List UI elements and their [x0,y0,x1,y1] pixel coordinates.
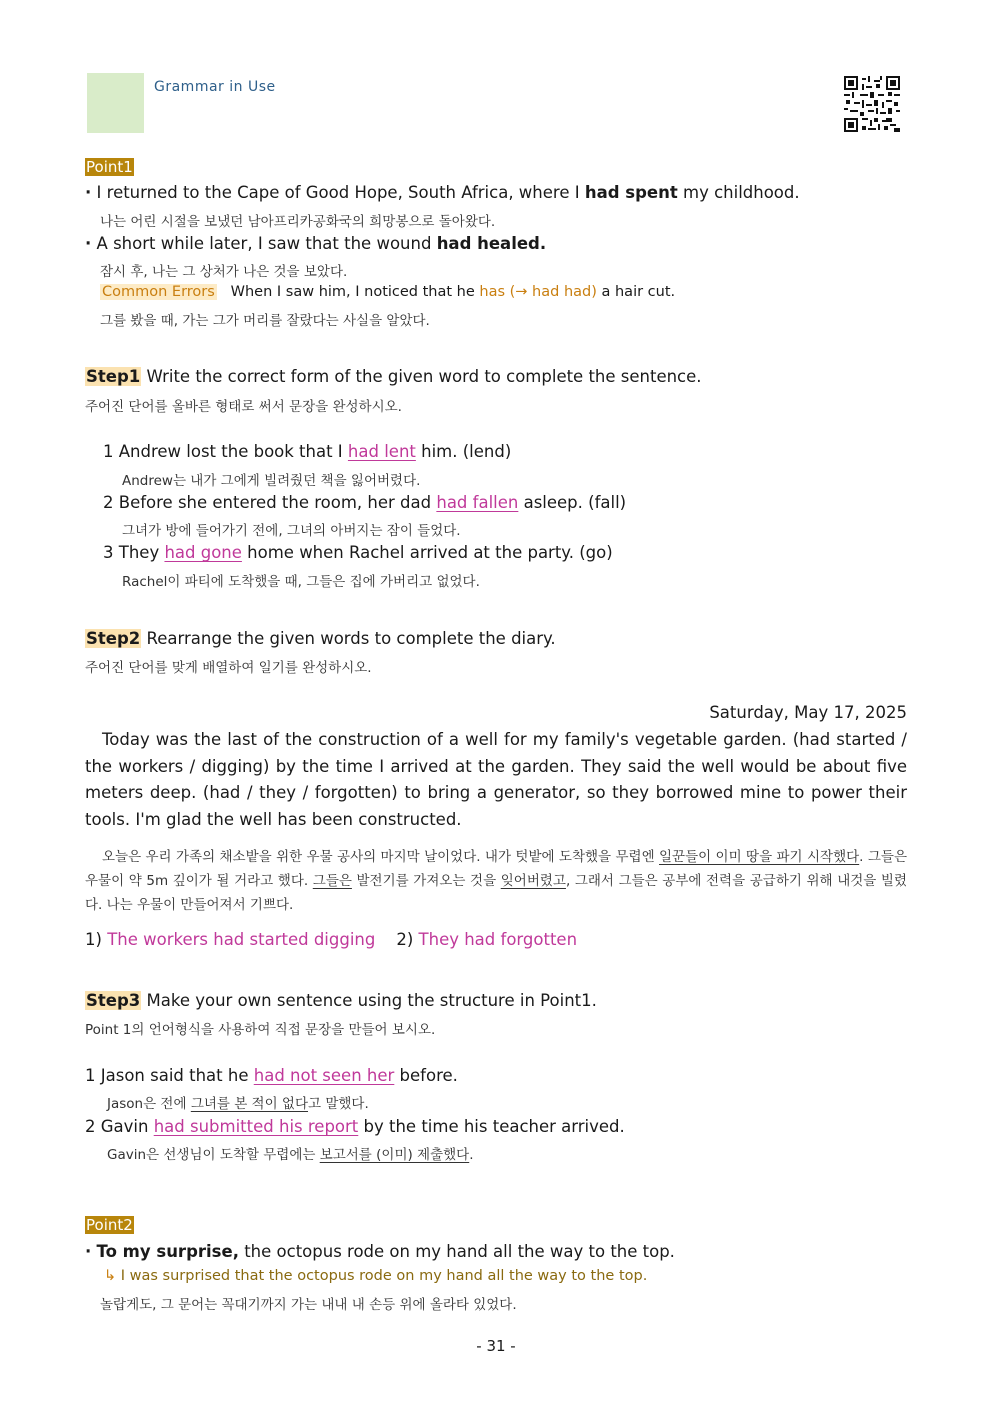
example-text: my childhood. [677,183,800,202]
example-bold: had spent [584,183,678,202]
step1-item-2-ko: 그녀가 방에 들어가기 전에, 그녀의 아버지는 잠이 들었다. [122,523,461,539]
point2-tag [85,1215,134,1234]
step3-item-1-ko [107,1092,369,1112]
ko-text: . 그들은 우물이 약 5m 깊이가 될 거라고 했다. [85,849,907,889]
step3-instruction: Make your own sentence using the structure in Point1. [146,991,597,1010]
example-text: A short while later, I saw that the wound [96,234,437,253]
ko-underlined: 그녀를 본 적이 없다 [190,1096,309,1112]
common-errors-text: When I saw him, I noticed that he [230,284,480,300]
item-text: before. [394,1066,458,1085]
answer-text: The workers had started digging [107,930,376,949]
ko-text: Gavin은 선생님이 도착할 무렵에는 [107,1147,320,1163]
step1-instruction-ko: 주어진 단어를 올바른 형태로 써서 문장을 완성하시오. [85,399,402,415]
common-errors-fix: has (→ had had) [479,284,597,300]
ko-text: . [469,1147,474,1163]
item-answer: had not seen her [253,1066,395,1085]
ko-underlined: 잊어버렸고 [500,873,566,889]
diary-date: Saturday, May 17, 2025 [709,703,907,722]
point1-tag [85,157,134,176]
example-bold: To my surprise, [96,1242,239,1261]
point2-tag-label: Point2 [86,1216,133,1234]
item-text: home when Rachel arrived at the party. (go) [241,543,613,562]
common-errors [100,284,675,300]
point2-example [85,1242,675,1261]
step3-heading [85,991,597,1010]
arrow-return-icon: ↳ [104,1268,117,1284]
step2-heading [85,629,556,648]
item-text: Jason said that he [100,1066,254,1085]
item-text: Andrew lost the book that I [118,442,348,461]
step3-item-2-ko [107,1143,474,1163]
step3-tag: Step3 [86,991,141,1010]
item-answer: had fallen [436,493,519,512]
item-text: asleep. (fall) [518,493,627,512]
step2-answers [85,930,577,949]
step3-item-1 [85,1066,458,1085]
answer-number: 2) [396,930,414,949]
step2-instruction-ko: 주어진 단어를 맞게 배열하여 일기를 완성하시오. [85,660,372,676]
step3-instruction-ko: Point 1의 언어형식을 사용하여 직접 문장을 만들어 보시오. [85,1022,436,1038]
point2-paraphrase [104,1268,647,1284]
ko-text: 고 말했다. [308,1096,369,1112]
step1-instruction: Write the correct form of the given word to complete the sentence. [146,367,702,386]
step2-instruction: Rearrange the given words to complete the diary. [146,629,556,648]
common-errors-ko: 그를 봤을 때, 가는 그가 머리를 잘랐다는 사실을 알았다. [100,313,430,329]
example-text: I returned to the Cape of Good Hope, South Africa, where I [96,183,585,202]
example-text: the octopus rode on my hand all the way to the top. [238,1242,675,1261]
diary-text-ko [85,845,907,917]
step2-tag: Step2 [86,629,141,648]
common-errors-label: Common Errors [102,284,215,300]
ko-text: 발전기를 가져오는 것을 [351,873,501,889]
item-number: 1 [85,1066,96,1085]
ko-text: , 그래서 그들은 공부에 전력을 공급하기 위해 내것을 빌렸다. 나는 우물이 만들어져서 기쁘다. [85,873,907,913]
common-errors-text: a hair cut. [596,284,676,300]
point1-example-1-ko: 나는 어린 시절을 보냈던 남아프리카공화국의 희망봉으로 돌아왔다. [100,214,496,230]
item-text: They [118,543,165,562]
item-number: 3 [103,543,114,562]
paraphrase-text: I was surprised that the octopus rode on my hand all the way to the top. [120,1268,648,1284]
point1-example-2-ko: 잠시 후, 나는 그 상처가 나은 것을 보았다. [100,264,348,280]
header-color-block [87,73,144,133]
qr-code-icon[interactable] [844,76,900,132]
answer-number: 1) [85,930,102,949]
item-text: him. (lend) [415,442,512,461]
header-title: Grammar in Use [154,79,276,95]
example-bold: had healed. [436,234,547,253]
step1-item-3 [103,543,613,562]
item-text: Before she entered the room, her dad [118,493,437,512]
ko-text: Jason은 전에 [107,1096,191,1112]
diary-text: Today was the last of the construction of a well for my family's vegetable garden. (had started / the workers / digging) by the time I arrived at the garden. They said the well would be about five meters deep. (had / they / forgotten) to bring a generator, so they borrowed mine to power their tools. I'm glad the well has been constructed. [85,730,907,830]
bullet-dot-icon: · [85,1242,92,1261]
item-text: by the time his teacher arrived. [358,1117,625,1136]
item-number: 1 [103,442,114,461]
ko-text: 오늘은 우리 가족의 채소밭을 위한 우물 공사의 마지막 날이었다. 내가 텃밭에 도착했을 무렵엔 [102,849,659,865]
ko-underlined: 그들은 [312,873,352,889]
answer-text: They had forgotten [418,930,578,949]
item-text: Gavin [100,1117,154,1136]
point1-example-2 [85,234,546,253]
step1-tag: Step1 [86,367,141,386]
point1-example-1 [85,183,800,202]
step1-item-2 [103,493,626,512]
ko-underlined: 일꾼들이 이미 땅을 파기 시작했다 [659,849,860,865]
step1-heading [85,367,702,386]
item-answer: had gone [164,543,242,562]
point1-tag-label: Point1 [86,158,133,176]
bullet-dot-icon: · [85,234,92,253]
step1-item-1-ko: Andrew는 내가 그에게 빌려줬던 책을 잃어버렸다. [122,473,421,489]
step3-item-2 [85,1117,625,1136]
page-number: - 31 - [476,1337,516,1355]
ko-underlined: 보고서를 (이미) 제출했다 [319,1147,470,1163]
step1-item-1 [103,442,511,461]
step1-item-3-ko: Rachel이 파티에 도착했을 때, 그들은 집에 가버리고 없었다. [122,574,480,590]
item-answer: had lent [347,442,416,461]
item-number: 2 [85,1117,96,1136]
item-answer: had submitted his report [153,1117,359,1136]
bullet-dot-icon: · [85,183,92,202]
point2-ko: 놀랍게도, 그 문어는 꼭대기까지 가는 내내 내 손등 위에 올라타 있었다. [100,1297,517,1313]
item-number: 2 [103,493,114,512]
